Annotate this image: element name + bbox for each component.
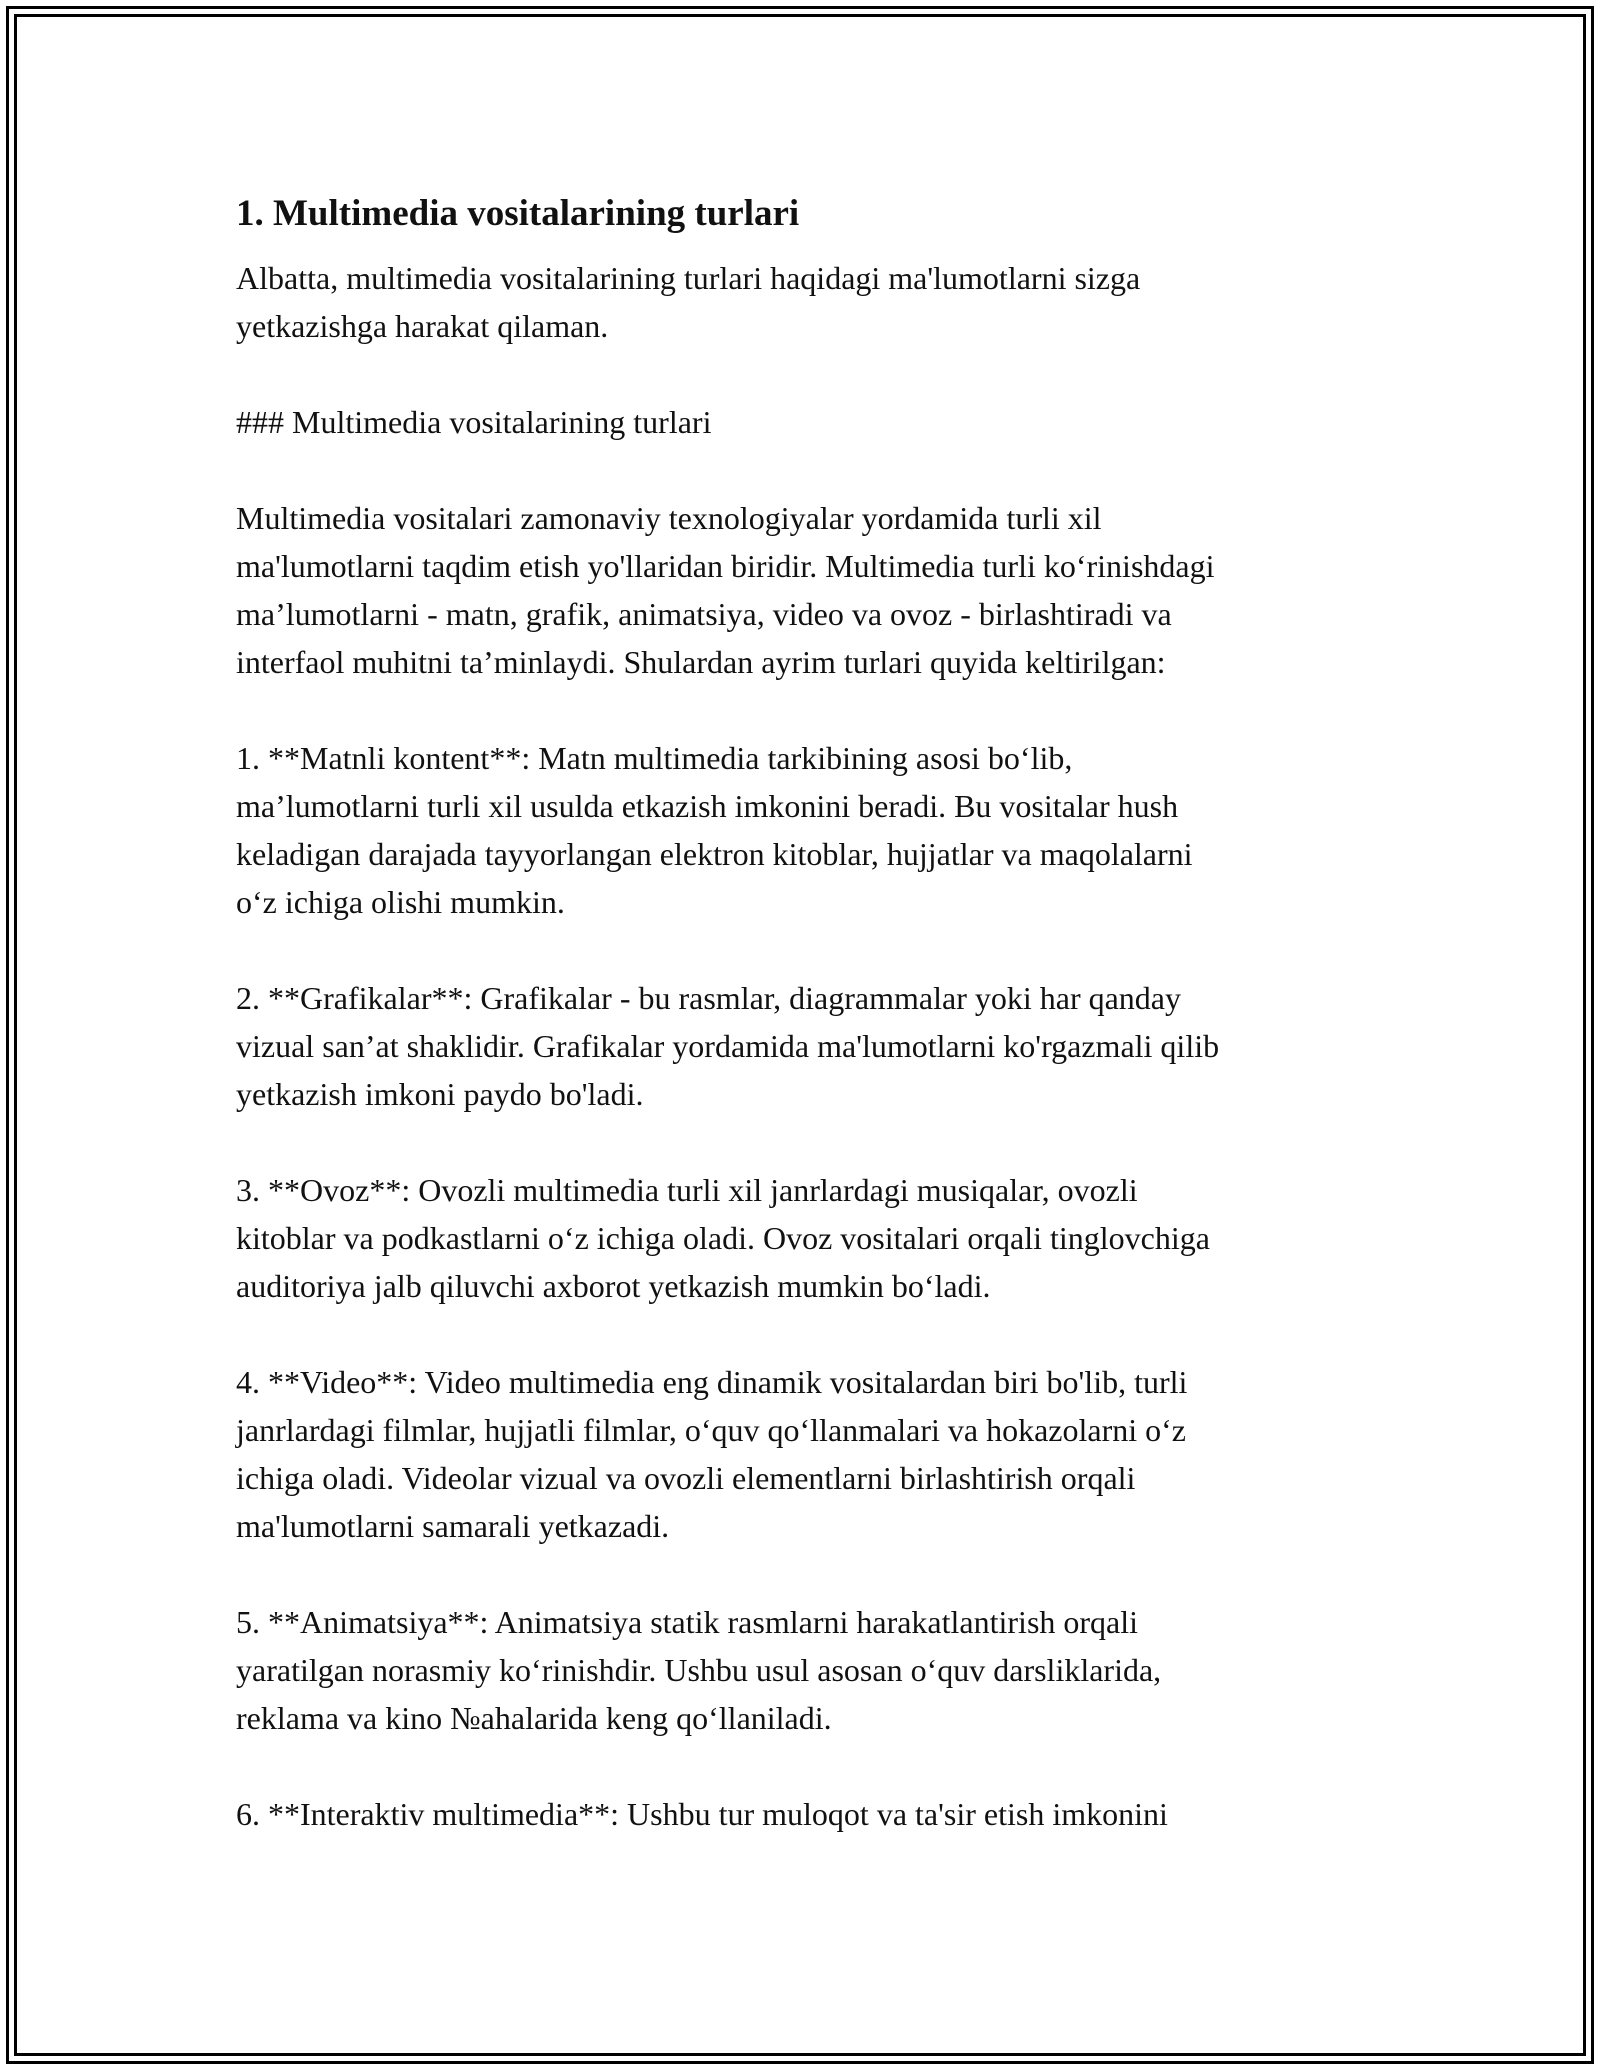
list-item-interactive: 6. **Interaktiv multimedia**: Ushbu tur muloqot va ta'sir etish imkonini [236, 1796, 1168, 1832]
list-item-audio: 3. **Ovoz**: Ovozli multimedia turli xil janrlardagi musiqalar, ovozli kitoblar va podkastlarni o‘z ichiga oladi. Ovoz vositalari orqali tinglovchiga auditoriya jalb qiluvchi axborot yetkazish mumkin bo‘ladi. [236, 1172, 1210, 1304]
list-item-video: 4. **Video**: Video multimedia eng dinamik vositalardan biri bo'lib, turli janrlardagi filmlar, hujjatli filmlar, o‘quv qo‘llanmalari va hokazolarni o‘z ichiga oladi. Videolar vizual va ovozli elementlarni birlashtirish orqali ma'lumotlarni samarali yetkazadi. [236, 1364, 1188, 1544]
markdown-subheading: ### Multimedia vositalarining turlari [236, 404, 712, 440]
list-item-text-content: 1. **Matnli kontent**: Matn multimedia tarkibining asosi bo‘lib, ma’lumotlarni turli xil usulda etkazish imkonini beradi. Bu vositalar hush keladigan darajada tayyorlangan elektron kitoblar, hujjatlar va maqolalarni o‘z ichiga olishi mumkin. [236, 740, 1193, 920]
list-item-graphics: 2. **Grafikalar**: Grafikalar - bu rasmlar, diagrammalar yoki har qanday vizual san’at shaklidir. Grafikalar yordamida ma'lumotlarni ko'rgazmali qilib yetkazish imkoni paydo bo'ladi. [236, 980, 1220, 1112]
document-title: 1. Multimedia vositalarining turlari [236, 193, 800, 234]
list-item-animation: 5. **Animatsiya**: Animatsiya statik rasmlarni harakatlantirish orqali yaratilgan norasmiy ko‘rinishdir. Ushbu usul asosan o‘quv darsliklarida, reklama va kino №ahalarida keng qo‘llaniladi. [236, 1604, 1162, 1736]
overview-paragraph: Multimedia vositalari zamonaviy texnologiyalar yordamida turli xil ma'lumotlarni taqdim etish yo'llaridan biridir. Multimedia turli ko‘rinishdagi ma’lumotlarni - matn, grafik, animatsiya, video va ovoz - birlashtiradi va interfaol muhitni ta’minlaydi. Shulardan ayrim turlari quyida keltirilgan: [236, 500, 1215, 680]
document-body [236, 190, 1386, 1886]
intro-paragraph: Albatta, multimedia vositalarining turlari haqidagi ma'lumotlarni sizga yetkazishga harakat qilaman. [236, 260, 1141, 344]
